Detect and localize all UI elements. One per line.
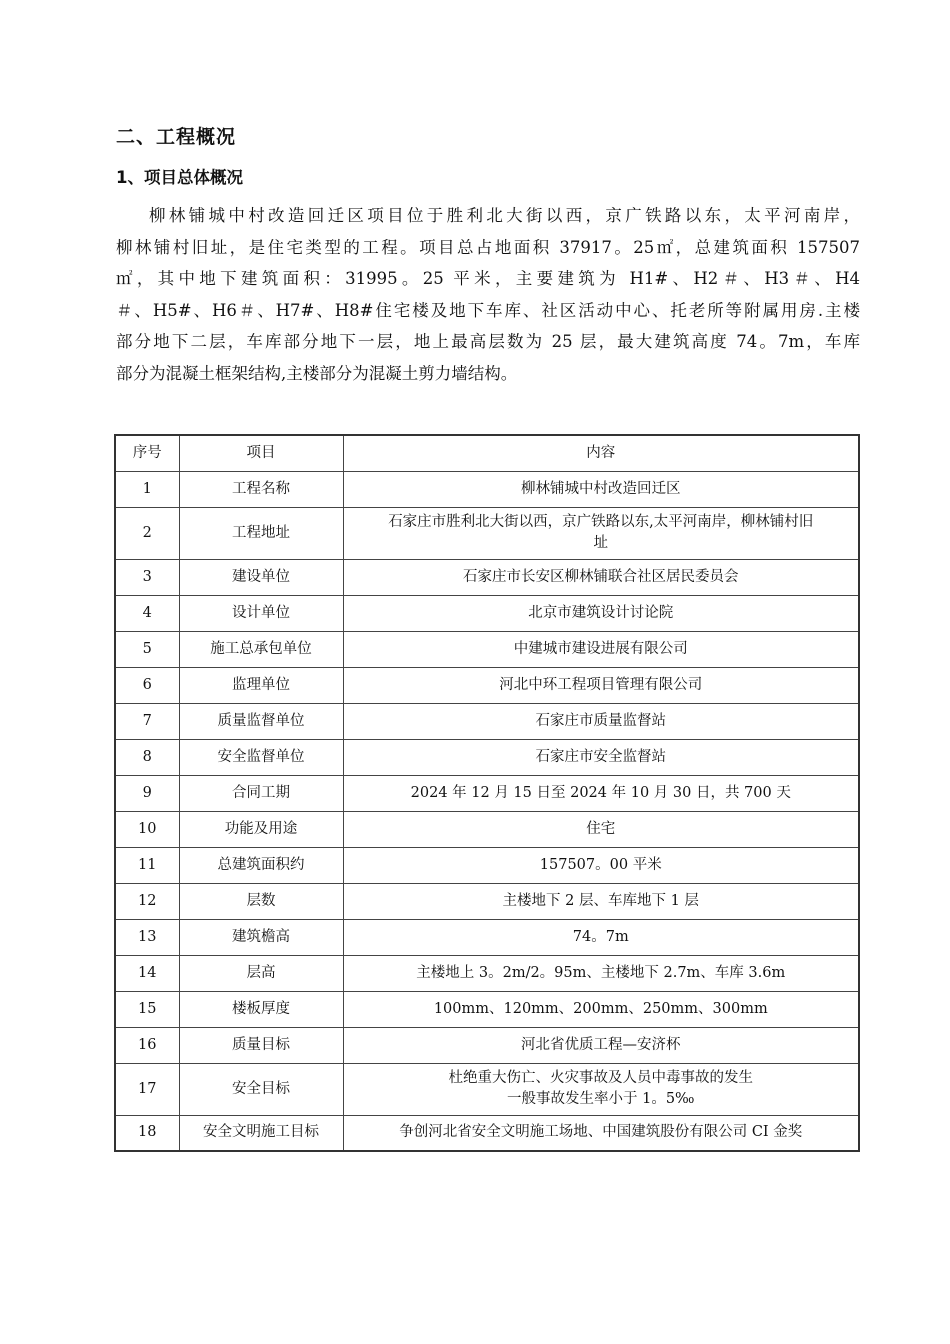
content-line: 河北省优质工程—安济杯 bbox=[521, 1036, 681, 1053]
row-content-cell bbox=[343, 703, 859, 739]
row-number-cell: 10 bbox=[115, 811, 179, 847]
paragraph-line: ＃、H5#、H6＃、H7#、H8#住宅楼及地下车库、社区活动中心、托老所等附属用房.主楼 bbox=[116, 300, 860, 320]
content-line: 100mm、120mm、200mm、250mm、300mm bbox=[433, 1000, 768, 1017]
row-content-cell bbox=[343, 1115, 859, 1151]
row-item-cell: 质量监督单位 bbox=[179, 703, 343, 739]
table-row bbox=[115, 471, 859, 507]
content-line: 主楼地上 3。2m/2。95m、主楼地下 2.7m、车库 3.6m bbox=[416, 964, 786, 981]
content-line: 2024 年 12 月 15 日至 2024 年 10 月 30 日，共 700 天 bbox=[410, 784, 791, 801]
row-item-cell: 工程名称 bbox=[179, 471, 343, 507]
table-row bbox=[115, 919, 859, 955]
row-item-cell: 层数 bbox=[179, 883, 343, 919]
subsection-heading: 1、项目总体概况 bbox=[116, 168, 243, 187]
row-content-cell bbox=[343, 991, 859, 1027]
row-item-cell: 安全目标 bbox=[179, 1063, 343, 1115]
row-content-cell bbox=[343, 739, 859, 775]
table-row bbox=[115, 595, 859, 631]
row-number-cell: 4 bbox=[115, 595, 179, 631]
row-number-cell: 18 bbox=[115, 1115, 179, 1151]
content-line: 石家庄市长安区柳林铺联合社区居民委员会 bbox=[463, 568, 739, 585]
content-line: 杜绝重大伤亡、火灾事故及人员中毒事故的发生 bbox=[448, 1070, 753, 1086]
table-row bbox=[115, 775, 859, 811]
content-line: 中建城市建设进展有限公司 bbox=[513, 640, 688, 657]
table-row bbox=[115, 667, 859, 703]
paragraph-line: ㎡，其中地下建筑面积：31995。25 平米，主要建筑为 H1#、H2＃、H3＃、H4 bbox=[116, 269, 860, 288]
row-number-cell: 17 bbox=[115, 1063, 179, 1115]
row-content-cell bbox=[343, 775, 859, 811]
content-line: 址 bbox=[593, 535, 608, 551]
row-number-cell: 14 bbox=[115, 955, 179, 991]
header-cell-content: 内容 bbox=[343, 435, 859, 471]
row-content-cell bbox=[343, 667, 859, 703]
row-content-cell bbox=[343, 507, 859, 559]
row-number-cell: 9 bbox=[115, 775, 179, 811]
header-cell-no: 序号 bbox=[115, 435, 179, 471]
content-line: 石家庄市质量监督站 bbox=[535, 712, 666, 729]
content-line: 157507。00 平米 bbox=[539, 856, 662, 873]
row-content-cell bbox=[343, 919, 859, 955]
row-number-cell: 13 bbox=[115, 919, 179, 955]
row-number-cell: 11 bbox=[115, 847, 179, 883]
row-item-cell: 总建筑面积约 bbox=[179, 847, 343, 883]
row-content-cell bbox=[343, 559, 859, 595]
row-item-cell: 建筑檐高 bbox=[179, 919, 343, 955]
table-row bbox=[115, 1115, 859, 1151]
row-item-cell: 合同工期 bbox=[179, 775, 343, 811]
table-row bbox=[115, 507, 859, 559]
row-number-cell: 6 bbox=[115, 667, 179, 703]
row-item-cell: 楼板厚度 bbox=[179, 991, 343, 1027]
paragraph-line: 柳林铺城中村改造回迁区项目位于胜利北大街以西，京广铁路以东，太平河南岸， bbox=[149, 206, 860, 225]
row-item-cell: 设计单位 bbox=[179, 595, 343, 631]
header-cell-item: 项目 bbox=[179, 435, 343, 471]
row-number-cell: 12 bbox=[115, 883, 179, 919]
row-content-cell bbox=[343, 1063, 859, 1115]
table-row bbox=[115, 883, 859, 919]
project-info-table bbox=[114, 434, 860, 1152]
row-content-cell bbox=[343, 883, 859, 919]
table-row bbox=[115, 559, 859, 595]
content-line: 河北中环工程项目管理有限公司 bbox=[499, 676, 703, 693]
row-item-cell: 建设单位 bbox=[179, 559, 343, 595]
row-number-cell: 1 bbox=[115, 471, 179, 507]
table-row bbox=[115, 847, 859, 883]
table-row bbox=[115, 1063, 859, 1115]
row-content-cell bbox=[343, 595, 859, 631]
content-line: 一般事故发生率小于 1。5‰ bbox=[506, 1091, 695, 1107]
table-row bbox=[115, 811, 859, 847]
paragraph-line: 部分为混凝土框架结构,主楼部分为混凝土剪力墙结构。 bbox=[116, 363, 518, 383]
content-line: 争创河北省安全文明施工场地、中国建筑股份有限公司 CI 金奖 bbox=[399, 1124, 803, 1141]
row-item-cell: 功能及用途 bbox=[179, 811, 343, 847]
row-content-cell bbox=[343, 955, 859, 991]
row-content-cell bbox=[343, 631, 859, 667]
row-item-cell: 质量目标 bbox=[179, 1027, 343, 1063]
content-line: 住宅 bbox=[586, 820, 616, 837]
row-item-cell: 层高 bbox=[179, 955, 343, 991]
row-content-cell bbox=[343, 847, 859, 883]
row-content-cell bbox=[343, 1027, 859, 1063]
overview-paragraph bbox=[116, 200, 860, 389]
content-line: 石家庄市胜利北大街以西，京广铁路以东,太平河南岸，柳林铺村旧 bbox=[388, 514, 814, 530]
table-header-row bbox=[115, 435, 859, 471]
table-row bbox=[115, 1027, 859, 1063]
row-number-cell: 16 bbox=[115, 1027, 179, 1063]
row-number-cell: 8 bbox=[115, 739, 179, 775]
row-item-cell: 施工总承包单位 bbox=[179, 631, 343, 667]
paragraph-line: 柳林铺村旧址，是住宅类型的工程。项目总占地面积 37917。25㎡，总建筑面积 157507 bbox=[116, 237, 860, 257]
row-item-cell: 安全文明施工目标 bbox=[179, 1115, 343, 1151]
row-number-cell: 15 bbox=[115, 991, 179, 1027]
row-number-cell: 3 bbox=[115, 559, 179, 595]
table-row bbox=[115, 739, 859, 775]
table-row bbox=[115, 631, 859, 667]
content-line: 主楼地下 2 层、车库地下 1 层 bbox=[502, 892, 699, 909]
row-number-cell: 2 bbox=[115, 507, 179, 559]
table-row bbox=[115, 955, 859, 991]
table-row bbox=[115, 703, 859, 739]
row-number-cell: 5 bbox=[115, 631, 179, 667]
content-line: 北京市建筑设计讨论院 bbox=[528, 604, 674, 621]
row-item-cell: 工程地址 bbox=[179, 507, 343, 559]
row-item-cell: 监理单位 bbox=[179, 667, 343, 703]
paragraph-line: 部分地下二层，车库部分地下一层，地上最高层数为 25 层，最大建筑高度 74。7m，车库 bbox=[116, 332, 860, 351]
row-content-cell bbox=[343, 811, 859, 847]
section-heading: 二、工程概况 bbox=[116, 126, 237, 148]
content-line: 石家庄市安全监督站 bbox=[535, 748, 666, 765]
row-content-cell bbox=[343, 471, 859, 507]
content-line: 柳林铺城中村改造回迁区 bbox=[521, 480, 681, 497]
table-row bbox=[115, 991, 859, 1027]
content-line: 74。7m bbox=[572, 928, 629, 945]
row-number-cell: 7 bbox=[115, 703, 179, 739]
row-item-cell: 安全监督单位 bbox=[179, 739, 343, 775]
